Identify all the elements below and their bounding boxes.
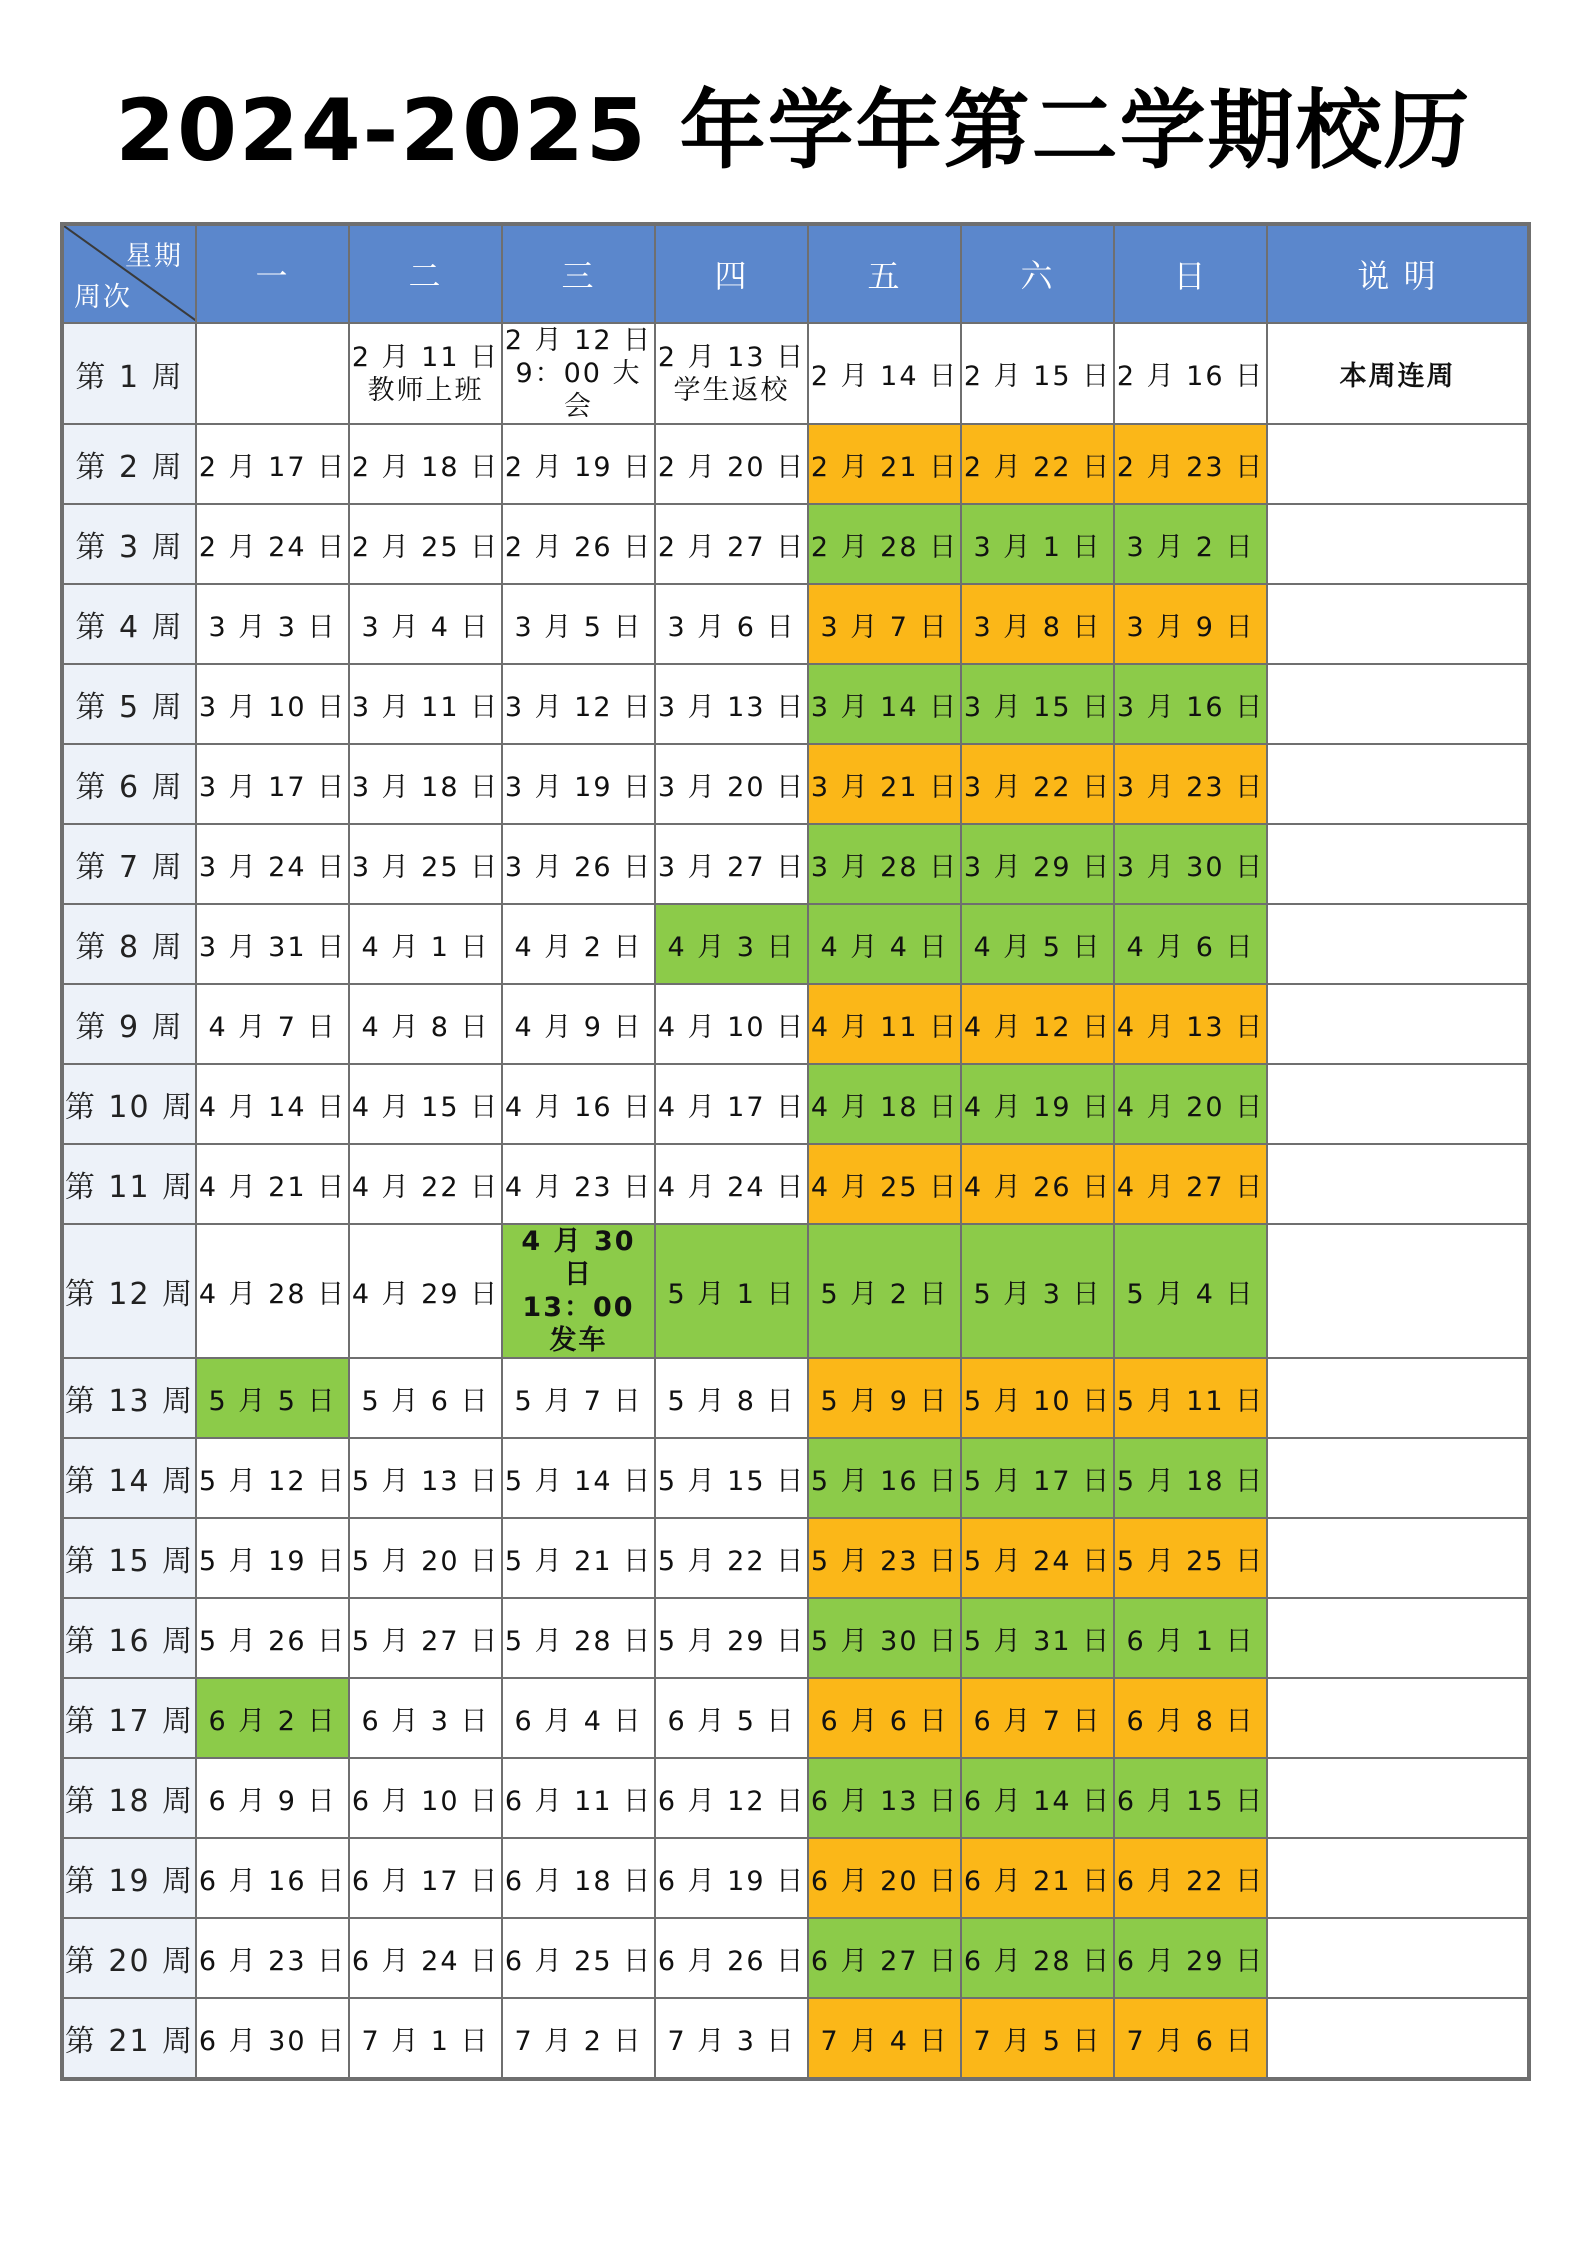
day-cell: 4 月 16 日 bbox=[502, 1064, 655, 1144]
week-row bbox=[62, 1998, 1529, 2079]
day-cell: 3 月 31 日 bbox=[196, 904, 349, 984]
day-cell: 2 月 25 日 bbox=[349, 504, 502, 584]
week-note bbox=[1267, 1918, 1529, 1998]
day-cell: 6 月 27 日 bbox=[808, 1918, 961, 1998]
day-cell: 5 月 28 日 bbox=[502, 1598, 655, 1678]
day-cell: 6 月 23 日 bbox=[196, 1918, 349, 1998]
day-cell: 5 月 31 日 bbox=[961, 1598, 1114, 1678]
day-cell: 2 月 22 日 bbox=[961, 424, 1114, 504]
week-note bbox=[1267, 1598, 1529, 1678]
week-note bbox=[1267, 584, 1529, 664]
week-label: 第 18 周 bbox=[62, 1758, 196, 1838]
day-cell: 5 月 21 日 bbox=[502, 1518, 655, 1598]
day-cell: 6 月 15 日 bbox=[1114, 1758, 1267, 1838]
week-note bbox=[1267, 664, 1529, 744]
day-cell: 5 月 23 日 bbox=[808, 1518, 961, 1598]
day-cell: 3 月 8 日 bbox=[961, 584, 1114, 664]
day-cell: 4 月 17 日 bbox=[655, 1064, 808, 1144]
header-day-fri: 五 bbox=[808, 224, 961, 323]
day-cell: 3 月 11 日 bbox=[349, 664, 502, 744]
week-row bbox=[62, 1678, 1529, 1758]
day-event: 教师上班 bbox=[367, 374, 484, 406]
header-day-thu: 四 bbox=[655, 224, 808, 323]
day-cell: 3 月 17 日 bbox=[196, 744, 349, 824]
week-label: 第 8 周 bbox=[62, 904, 196, 984]
day-cell: 4 月 23 日 bbox=[502, 1144, 655, 1224]
week-note bbox=[1267, 424, 1529, 504]
day-cell: 3 月 29 日 bbox=[961, 824, 1114, 904]
day-date: 4 月 30 日 bbox=[521, 1226, 636, 1290]
calendar-body bbox=[62, 224, 1529, 2079]
day-cell: 6 月 18 日 bbox=[502, 1838, 655, 1918]
day-cell: 5 月 10 日 bbox=[961, 1358, 1114, 1438]
day-cell: 6 月 4 日 bbox=[502, 1678, 655, 1758]
day-cell: 6 月 3 日 bbox=[349, 1678, 502, 1758]
day-cell: 3 月 1 日 bbox=[961, 504, 1114, 584]
day-cell: 3 月 2 日 bbox=[1114, 504, 1267, 584]
week-row bbox=[62, 1438, 1529, 1518]
week-label: 第 21 周 bbox=[62, 1998, 196, 2079]
day-cell: 2 月 20 日 bbox=[655, 424, 808, 504]
header-day-wed: 三 bbox=[502, 224, 655, 323]
day-cell: 7 月 4 日 bbox=[808, 1998, 961, 2079]
day-cell: 2 月 14 日 bbox=[808, 323, 961, 424]
day-cell: 3 月 21 日 bbox=[808, 744, 961, 824]
day-date: 2 月 13 日 bbox=[657, 341, 806, 373]
week-label: 第 12 周 bbox=[62, 1224, 196, 1358]
day-cell: 2 月 19 日 bbox=[502, 424, 655, 504]
week-row bbox=[62, 1518, 1529, 1598]
day-cell: 3 月 30 日 bbox=[1114, 824, 1267, 904]
day-cell: 5 月 19 日 bbox=[196, 1518, 349, 1598]
week-label: 第 10 周 bbox=[62, 1064, 196, 1144]
day-cell: 5 月 22 日 bbox=[655, 1518, 808, 1598]
page-title: 2024-2025 年学年第二学期校历 bbox=[115, 81, 1472, 181]
day-cell: 4 月 6 日 bbox=[1114, 904, 1267, 984]
day-cell: 4 月 4 日 bbox=[808, 904, 961, 984]
day-cell: 3 月 26 日 bbox=[502, 824, 655, 904]
day-cell: 5 月 9 日 bbox=[808, 1358, 961, 1438]
day-cell: 5 月 24 日 bbox=[961, 1518, 1114, 1598]
week-row bbox=[62, 984, 1529, 1064]
day-cell: 6 月 25 日 bbox=[502, 1918, 655, 1998]
day-cell: 3 月 12 日 bbox=[502, 664, 655, 744]
day-cell: 5 月 7 日 bbox=[502, 1358, 655, 1438]
week-row bbox=[62, 1064, 1529, 1144]
week-label: 第 1 周 bbox=[62, 323, 196, 424]
header-note: 说 明 bbox=[1267, 224, 1529, 323]
day-cell: 4 月 13 日 bbox=[1114, 984, 1267, 1064]
day-cell: 4 月 20 日 bbox=[1114, 1064, 1267, 1144]
day-cell: 6 月 17 日 bbox=[349, 1838, 502, 1918]
day-date: 2 月 12 日 bbox=[504, 325, 653, 356]
day-cell: 3 月 3 日 bbox=[196, 584, 349, 664]
day-cell: 4 月 2 日 bbox=[502, 904, 655, 984]
day-cell: 5 月 17 日 bbox=[961, 1438, 1114, 1518]
header-row bbox=[62, 224, 1529, 323]
day-cell: 3 月 27 日 bbox=[655, 824, 808, 904]
day-cell: 2 月 26 日 bbox=[502, 504, 655, 584]
day-cell: 7 月 3 日 bbox=[655, 1998, 808, 2079]
day-cell: 3 月 22 日 bbox=[961, 744, 1114, 824]
week-note bbox=[1267, 1438, 1529, 1518]
week-row bbox=[62, 1918, 1529, 1998]
day-cell: 5 月 15 日 bbox=[655, 1438, 808, 1518]
day-event: 学生返校 bbox=[673, 374, 790, 406]
week-row bbox=[62, 664, 1529, 744]
day-cell: 5 月 14 日 bbox=[502, 1438, 655, 1518]
day-cell: 3 月 5 日 bbox=[502, 584, 655, 664]
day-cell: 2 月 21 日 bbox=[808, 424, 961, 504]
week-row bbox=[62, 1598, 1529, 1678]
day-cell: 5 月 8 日 bbox=[655, 1358, 808, 1438]
day-cell: 4 月 10 日 bbox=[655, 984, 808, 1064]
day-cell: 6 月 24 日 bbox=[349, 1918, 502, 1998]
day-cell: 3 月 15 日 bbox=[961, 664, 1114, 744]
day-cell: 6 月 10 日 bbox=[349, 1758, 502, 1838]
week-row bbox=[62, 1224, 1529, 1358]
day-cell: 4 月 19 日 bbox=[961, 1064, 1114, 1144]
day-cell: 6 月 26 日 bbox=[655, 1918, 808, 1998]
day-date: 2 月 11 日 bbox=[351, 341, 500, 373]
day-cell: 3 月 4 日 bbox=[349, 584, 502, 664]
header-day-mon: 一 bbox=[196, 224, 349, 323]
day-cell: 4 月 12 日 bbox=[961, 984, 1114, 1064]
week-note bbox=[1267, 1678, 1529, 1758]
day-cell: 5 月 13 日 bbox=[349, 1438, 502, 1518]
day-cell: 3 月 14 日 bbox=[808, 664, 961, 744]
day-cell: 6 月 5 日 bbox=[655, 1678, 808, 1758]
day-cell: 3 月 13 日 bbox=[655, 664, 808, 744]
day-cell: 2 月 28 日 bbox=[808, 504, 961, 584]
day-cell: 6 月 29 日 bbox=[1114, 1918, 1267, 1998]
day-cell: 3 月 18 日 bbox=[349, 744, 502, 824]
day-cell: 5 月 2 日 bbox=[808, 1224, 961, 1358]
week-row bbox=[62, 1358, 1529, 1438]
day-cell: 2 月 17 日 bbox=[196, 424, 349, 504]
day-cell: 4 月 5 日 bbox=[961, 904, 1114, 984]
day-cell: 4 月 22 日 bbox=[349, 1144, 502, 1224]
day-cell: 5 月 29 日 bbox=[655, 1598, 808, 1678]
day-cell: 4 月 3 日 bbox=[655, 904, 808, 984]
week-label: 第 15 周 bbox=[62, 1518, 196, 1598]
day-cell: 5 月 26 日 bbox=[196, 1598, 349, 1678]
day-cell: 6 月 12 日 bbox=[655, 1758, 808, 1838]
day-cell: 6 月 30 日 bbox=[196, 1998, 349, 2079]
week-label: 第 13 周 bbox=[62, 1358, 196, 1438]
week-note bbox=[1267, 1518, 1529, 1598]
day-cell: 4 月 9 日 bbox=[502, 984, 655, 1064]
day-cell: 4 月 29 日 bbox=[349, 1224, 502, 1358]
corner-weekday-label: 星期 bbox=[125, 241, 183, 272]
day-cell: 5 月 5 日 bbox=[196, 1358, 349, 1438]
day-cell: 3 月 28 日 bbox=[808, 824, 961, 904]
day-cell: 5 月 20 日 bbox=[349, 1518, 502, 1598]
week-note bbox=[1267, 1758, 1529, 1838]
day-cell: 4 月 14 日 bbox=[196, 1064, 349, 1144]
day-cell: 4 月 8 日 bbox=[349, 984, 502, 1064]
day-cell bbox=[502, 1224, 655, 1358]
day-cell: 2 月 16 日 bbox=[1114, 323, 1267, 424]
week-label: 第 5 周 bbox=[62, 664, 196, 744]
day-cell: 6 月 9 日 bbox=[196, 1758, 349, 1838]
day-cell: 2 月 15 日 bbox=[961, 323, 1114, 424]
day-cell: 2 月 24 日 bbox=[196, 504, 349, 584]
week-note bbox=[1267, 744, 1529, 824]
day-cell: 5 月 16 日 bbox=[808, 1438, 961, 1518]
week-note bbox=[1267, 1224, 1529, 1358]
week-label: 第 9 周 bbox=[62, 984, 196, 1064]
day-cell: 6 月 19 日 bbox=[655, 1838, 808, 1918]
day-cell: 4 月 26 日 bbox=[961, 1144, 1114, 1224]
day-cell: 2 月 23 日 bbox=[1114, 424, 1267, 504]
day-cell: 3 月 20 日 bbox=[655, 744, 808, 824]
day-cell: 6 月 16 日 bbox=[196, 1838, 349, 1918]
week-label: 第 14 周 bbox=[62, 1438, 196, 1518]
day-cell bbox=[349, 323, 502, 424]
week-row bbox=[62, 824, 1529, 904]
day-event: 9：00 大会 bbox=[515, 358, 642, 422]
day-cell: 5 月 4 日 bbox=[1114, 1224, 1267, 1358]
day-cell: 5 月 30 日 bbox=[808, 1598, 961, 1678]
week-row bbox=[62, 323, 1529, 424]
day-cell bbox=[502, 323, 655, 424]
day-cell: 4 月 11 日 bbox=[808, 984, 961, 1064]
week-label: 第 20 周 bbox=[62, 1918, 196, 1998]
header-corner bbox=[62, 224, 196, 323]
day-cell: 5 月 6 日 bbox=[349, 1358, 502, 1438]
day-cell: 3 月 16 日 bbox=[1114, 664, 1267, 744]
week-note: 本周连周 bbox=[1267, 323, 1529, 424]
week-note bbox=[1267, 1838, 1529, 1918]
week-row bbox=[62, 1758, 1529, 1838]
week-note bbox=[1267, 1358, 1529, 1438]
day-cell: 4 月 27 日 bbox=[1114, 1144, 1267, 1224]
week-row bbox=[62, 904, 1529, 984]
week-label: 第 7 周 bbox=[62, 824, 196, 904]
day-cell: 3 月 23 日 bbox=[1114, 744, 1267, 824]
day-cell: 5 月 27 日 bbox=[349, 1598, 502, 1678]
day-cell: 7 月 6 日 bbox=[1114, 1998, 1267, 2079]
day-cell: 6 月 21 日 bbox=[961, 1838, 1114, 1918]
week-note bbox=[1267, 1144, 1529, 1224]
day-cell: 3 月 7 日 bbox=[808, 584, 961, 664]
day-cell: 4 月 24 日 bbox=[655, 1144, 808, 1224]
day-cell: 5 月 3 日 bbox=[961, 1224, 1114, 1358]
week-label: 第 2 周 bbox=[62, 424, 196, 504]
day-cell: 5 月 18 日 bbox=[1114, 1438, 1267, 1518]
day-cell: 6 月 8 日 bbox=[1114, 1678, 1267, 1758]
corner-week-label: 周次 bbox=[74, 282, 132, 313]
week-label: 第 16 周 bbox=[62, 1598, 196, 1678]
day-cell: 3 月 25 日 bbox=[349, 824, 502, 904]
day-cell: 3 月 24 日 bbox=[196, 824, 349, 904]
week-label: 第 17 周 bbox=[62, 1678, 196, 1758]
header-day-tue: 二 bbox=[349, 224, 502, 323]
week-row bbox=[62, 1838, 1529, 1918]
day-cell: 4 月 21 日 bbox=[196, 1144, 349, 1224]
day-cell: 4 月 1 日 bbox=[349, 904, 502, 984]
day-cell: 4 月 28 日 bbox=[196, 1224, 349, 1358]
week-row bbox=[62, 504, 1529, 584]
week-label: 第 19 周 bbox=[62, 1838, 196, 1918]
day-cell: 7 月 2 日 bbox=[502, 1998, 655, 2079]
day-cell bbox=[655, 323, 808, 424]
week-row bbox=[62, 584, 1529, 664]
day-cell: 7 月 1 日 bbox=[349, 1998, 502, 2079]
day-cell: 6 月 1 日 bbox=[1114, 1598, 1267, 1678]
day-event: 13：00 发车 bbox=[522, 1292, 635, 1356]
day-cell: 5 月 1 日 bbox=[655, 1224, 808, 1358]
day-cell: 6 月 6 日 bbox=[808, 1678, 961, 1758]
week-row bbox=[62, 424, 1529, 504]
day-cell: 6 月 13 日 bbox=[808, 1758, 961, 1838]
week-label: 第 11 周 bbox=[62, 1144, 196, 1224]
day-cell: 6 月 7 日 bbox=[961, 1678, 1114, 1758]
day-cell: 2 月 18 日 bbox=[349, 424, 502, 504]
day-cell: 6 月 22 日 bbox=[1114, 1838, 1267, 1918]
day-cell: 7 月 5 日 bbox=[961, 1998, 1114, 2079]
day-cell: 6 月 20 日 bbox=[808, 1838, 961, 1918]
day-cell: 4 月 25 日 bbox=[808, 1144, 961, 1224]
week-label: 第 4 周 bbox=[62, 584, 196, 664]
day-cell: 5 月 11 日 bbox=[1114, 1358, 1267, 1438]
day-cell: 5 月 12 日 bbox=[196, 1438, 349, 1518]
calendar-table bbox=[60, 222, 1531, 2081]
week-row bbox=[62, 744, 1529, 824]
day-cell: 4 月 15 日 bbox=[349, 1064, 502, 1144]
day-cell: 4 月 7 日 bbox=[196, 984, 349, 1064]
day-cell: 5 月 25 日 bbox=[1114, 1518, 1267, 1598]
day-cell: 6 月 2 日 bbox=[196, 1678, 349, 1758]
day-cell: 3 月 10 日 bbox=[196, 664, 349, 744]
week-note bbox=[1267, 904, 1529, 984]
header-day-sat: 六 bbox=[961, 224, 1114, 323]
day-cell: 3 月 6 日 bbox=[655, 584, 808, 664]
day-cell: 6 月 14 日 bbox=[961, 1758, 1114, 1838]
week-label: 第 6 周 bbox=[62, 744, 196, 824]
week-note bbox=[1267, 1998, 1529, 2079]
day-cell: 2 月 27 日 bbox=[655, 504, 808, 584]
week-note bbox=[1267, 824, 1529, 904]
week-note bbox=[1267, 504, 1529, 584]
day-cell: 3 月 9 日 bbox=[1114, 584, 1267, 664]
week-note bbox=[1267, 984, 1529, 1064]
header-day-sun: 日 bbox=[1114, 224, 1267, 323]
day-cell: 6 月 28 日 bbox=[961, 1918, 1114, 1998]
week-label: 第 3 周 bbox=[62, 504, 196, 584]
day-cell bbox=[196, 323, 349, 424]
day-cell: 3 月 19 日 bbox=[502, 744, 655, 824]
week-row bbox=[62, 1144, 1529, 1224]
week-note bbox=[1267, 1064, 1529, 1144]
day-cell: 6 月 11 日 bbox=[502, 1758, 655, 1838]
day-cell: 4 月 18 日 bbox=[808, 1064, 961, 1144]
